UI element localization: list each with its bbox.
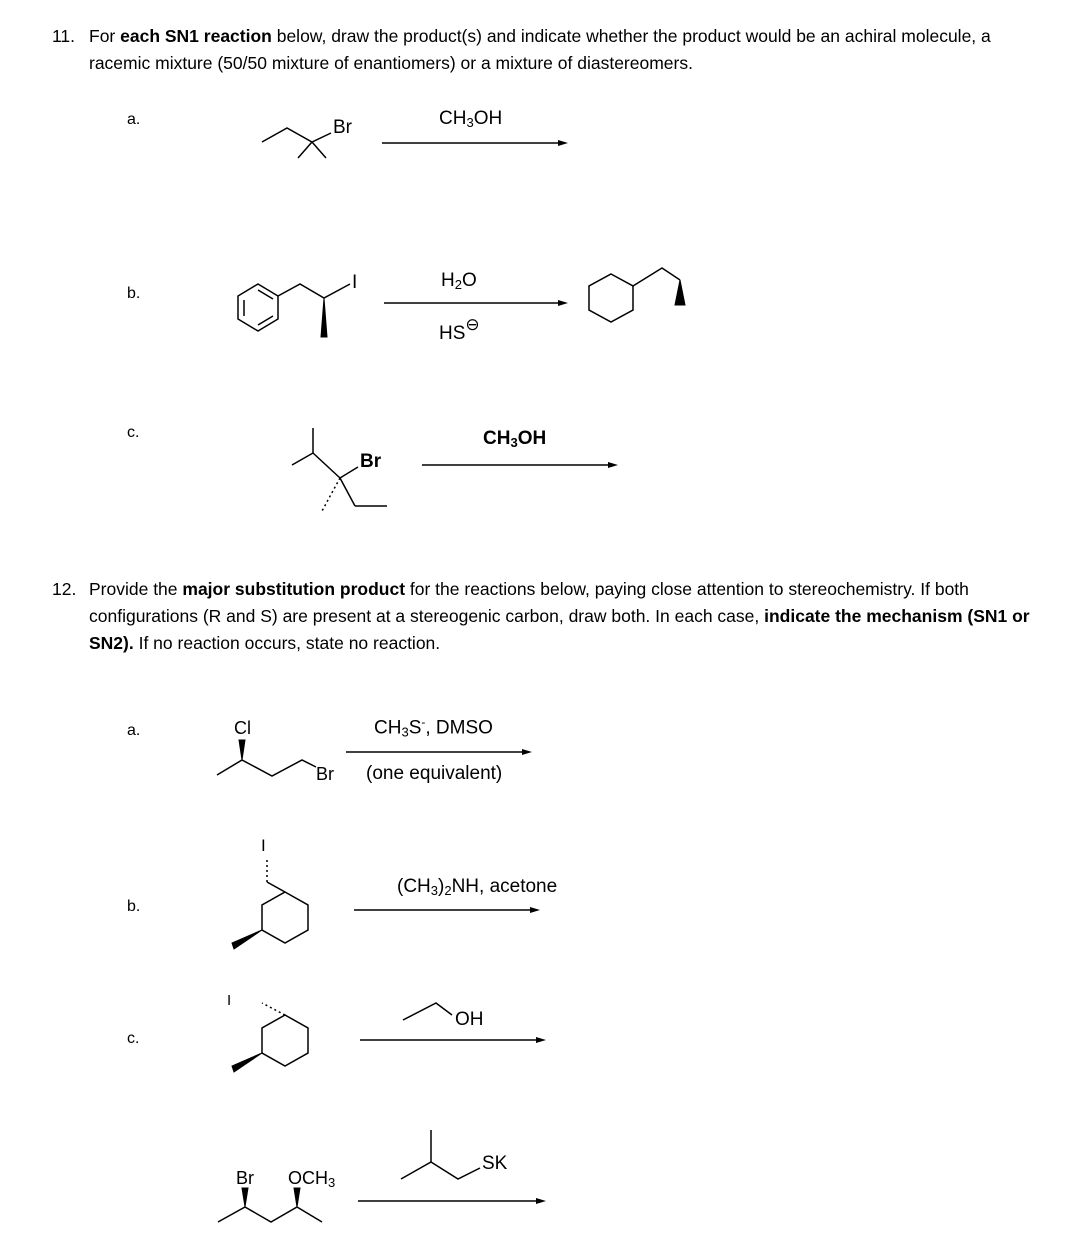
- structure-11b: [238, 284, 350, 337]
- atom-label: Cl: [234, 718, 251, 738]
- structure-11a: [262, 128, 331, 158]
- atom-label: Br: [236, 1168, 254, 1188]
- structure-12a: [217, 740, 316, 776]
- part-label: a.: [127, 111, 141, 128]
- question-text: Provide the major substitution product for the reactions below, paying close attention to stereochemistry. If both configurations (R and S) are present at a stereogenic carbon, draw both. In each case, indicate the mechanism (SN1 or SN2). If no reaction occurs, state no reaction.: [89, 579, 1030, 653]
- reaction-arrow: [384, 300, 568, 306]
- reagent-label: $CH_3OH$: [439, 108, 503, 130]
- atom-label: Br: [333, 117, 352, 138]
- question-text: For each SN1 reaction below, draw the product(s) and indicate whether the product would be an achiral molecule, a racemic mixture (50/50 mixture of enantiomers) or a mixture of diastereomers.: [89, 26, 991, 73]
- structure-12d: [218, 1188, 322, 1222]
- structure-12c: [232, 1003, 308, 1072]
- atom-label: OH: [455, 1009, 484, 1030]
- reagent-label: (one equivalent): [366, 763, 503, 784]
- reaction-arrow: [360, 1037, 546, 1043]
- atom-label: SK: [482, 1153, 508, 1174]
- atom-label: Br: [360, 451, 382, 472]
- reagent-label: HS⊖: [439, 315, 480, 344]
- reaction-arrow: [358, 1198, 546, 1204]
- reaction-arrow: [422, 462, 618, 468]
- part-label: a.: [127, 722, 141, 739]
- reaction-arrow: [346, 749, 532, 755]
- atom-label: Br: [316, 764, 334, 784]
- negative-charge-icon: ⊖: [465, 315, 480, 334]
- reaction-arrow: [354, 907, 540, 913]
- atom-label: I: [261, 836, 266, 855]
- question-number: 11.: [52, 26, 76, 46]
- part-label: c.: [127, 424, 140, 441]
- structure-12b: [232, 858, 308, 949]
- part-label: c.: [127, 1030, 140, 1047]
- reagent-label: $CH_3OH$: [483, 428, 547, 450]
- atom-label: I: [352, 272, 358, 293]
- reagent-label: $H_2O$: [441, 270, 477, 292]
- structure-11b-product: [589, 268, 685, 322]
- part-label: b.: [127, 898, 141, 915]
- reaction-reagent-structure: [403, 1003, 452, 1020]
- atom-label: $OCH_3$: [288, 1168, 336, 1190]
- reaction-arrow: [382, 140, 568, 146]
- reaction-reagent-structure: [401, 1130, 480, 1179]
- question-number: 12.: [52, 579, 77, 599]
- reagent-label: $CH_3S^-$, DMSO: [374, 715, 493, 740]
- reagent-label: $(CH_3)_2NH$, acetone: [397, 876, 558, 898]
- atom-label: I: [227, 992, 232, 1009]
- part-label: b.: [127, 285, 141, 302]
